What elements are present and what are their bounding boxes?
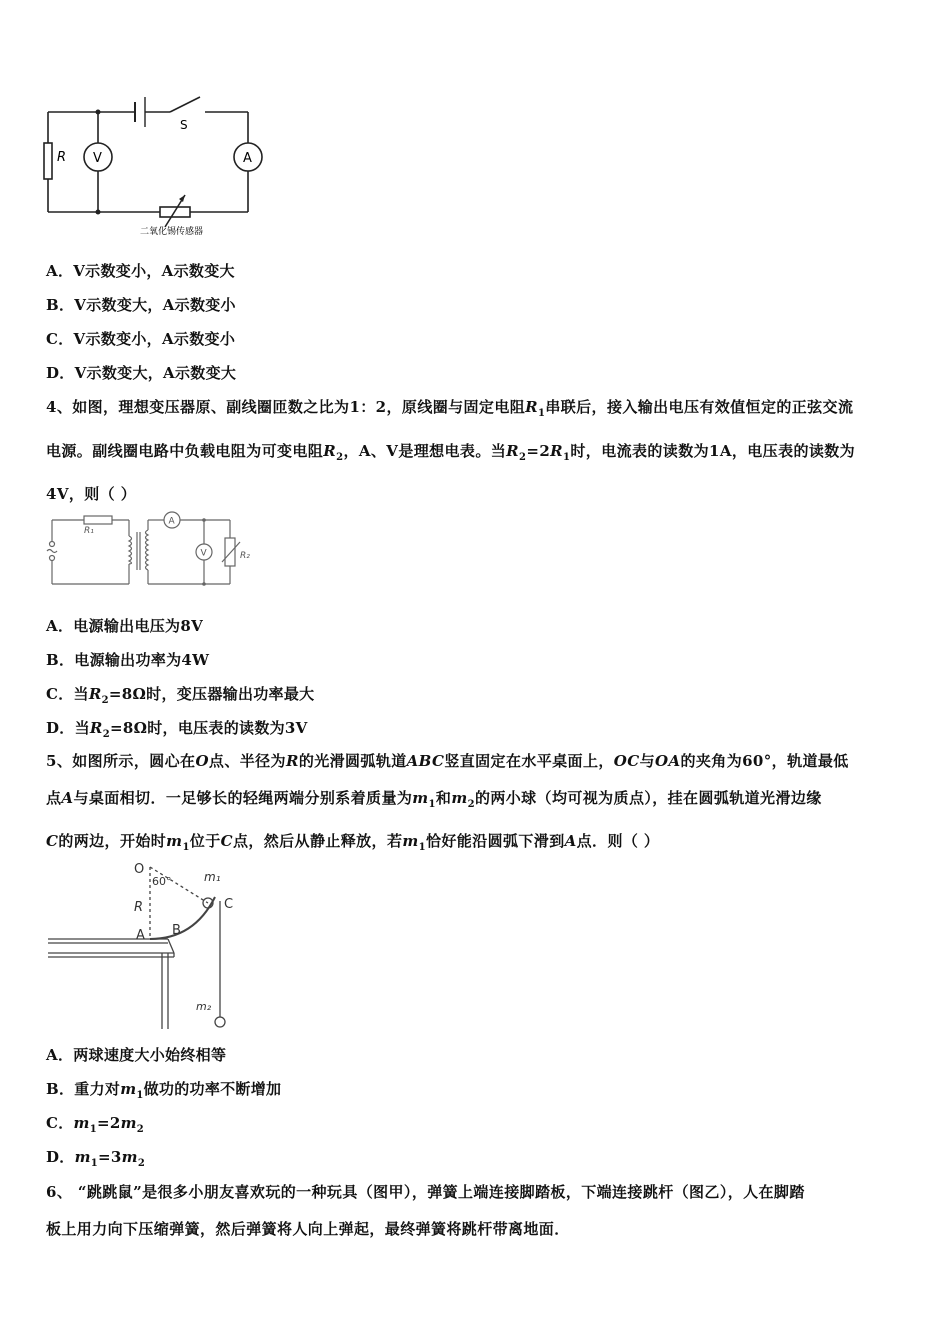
fig3-label-60: 60°: [152, 875, 172, 888]
q6-stem-line1: 6、 “跳跳鼠”是很多小朋友喜欢玩的一种玩具（图甲），弹簧上端连接脚踏板，下端连接跳杆（图乙），人在脚踏: [46, 1183, 805, 1201]
fig1-label-s: S: [180, 118, 188, 132]
q4-option-b: B．电源输出功率为4W: [46, 651, 210, 669]
q5-option-b: B．重力对$m_1$做功的功率不断增加: [46, 1080, 282, 1101]
circuit-figure-q3: [40, 95, 280, 240]
fig3-label-m2: m₂: [196, 1000, 212, 1013]
fig3-label-c: C: [224, 897, 234, 912]
q6-stem-line2: 板上用力向下压缩弹簧，然后弹簧将人向上弹起，最终弹簧将跳杆带离地面．: [46, 1219, 570, 1238]
q4-option-a: A．电源输出电压为8V: [46, 617, 204, 635]
fig3-label-r: R: [134, 900, 144, 915]
q3-option-a: A．V示数变小，A示数变大: [46, 262, 235, 280]
fig3-label-b: B: [172, 923, 181, 938]
q5-stem-line3: C的两边，开始时$m_1$位于C点，然后从静止释放，若$m_1$恰好能沿圆弧下滑到A点．则（ ）: [46, 832, 660, 853]
q4-option-c: C．当$R_2=8\Omega$时，变压器输出功率最大: [46, 685, 315, 706]
fig3-label-o: O: [134, 862, 145, 877]
fig2-label-r2: R₂: [240, 551, 250, 561]
q5-option-a: A．两球速度大小始终相等: [46, 1046, 227, 1064]
fig1-label-v: V: [93, 151, 102, 166]
transformer-figure-q4: [44, 508, 264, 593]
q6-stem: [46, 1174, 906, 1247]
fig3-label-m1: m₁: [204, 870, 221, 884]
q4-stem-line3: 4V，则（ ）: [46, 485, 137, 503]
q4-option-d: D．当$R_2=8\Omega$时，电压表的读数为3V: [46, 719, 308, 740]
fig2-label-a: A: [168, 516, 175, 527]
arc-track-figure-q5: [44, 855, 264, 1030]
fig2-label-r1: R₁: [84, 526, 94, 536]
q4-stem-line1: 4、如图，理想变压器原、副线圈匝数之比为1：2，原线圈与固定电阻$R_1$串联后，接入输出电压有效值恒定的正弦交流: [46, 398, 854, 419]
q4-stem: [46, 389, 906, 513]
q5-stem-line1: 5、如图所示，圆心在O点、半径为R的光滑圆弧轨道ABC竖直固定在水平桌面上，OC与OA的夹角为60°，轨道最低: [46, 752, 849, 770]
fig3-label-a: A: [136, 928, 145, 943]
q5-stem: [46, 743, 906, 867]
q5-stem-line2: 点A与桌面相切．一足够长的轻绳两端分别系着质量为$m_1$和$m_2$的两小球（均可视为质点），挂在圆弧轨道光滑边缘: [46, 788, 822, 810]
q3-option-b: B．V示数变大，A示数变小: [46, 296, 236, 314]
fig1-label-r: R: [57, 150, 67, 165]
q4-stem-line2: 电源。副线圈电路中负载电阻为可变电阻$R_2$，A、V是理想电表。当$R_2=2R_1$时，电流表的读数为1A，电压表的读数为: [46, 441, 856, 463]
q5-option-d: D．$m_1=3m_2$: [46, 1148, 146, 1169]
fig1-label-a: A: [243, 151, 252, 166]
q5-option-c: C．$m_1=2m_2$: [46, 1114, 145, 1135]
q3-option-c: C．V示数变小，A示数变小: [46, 330, 236, 348]
fig2-label-v: V: [200, 548, 207, 559]
q3-option-d: D．V示数变大，A示数变大: [46, 364, 237, 382]
fig1-sensor-caption: 二氧化锡传感器: [140, 227, 204, 237]
